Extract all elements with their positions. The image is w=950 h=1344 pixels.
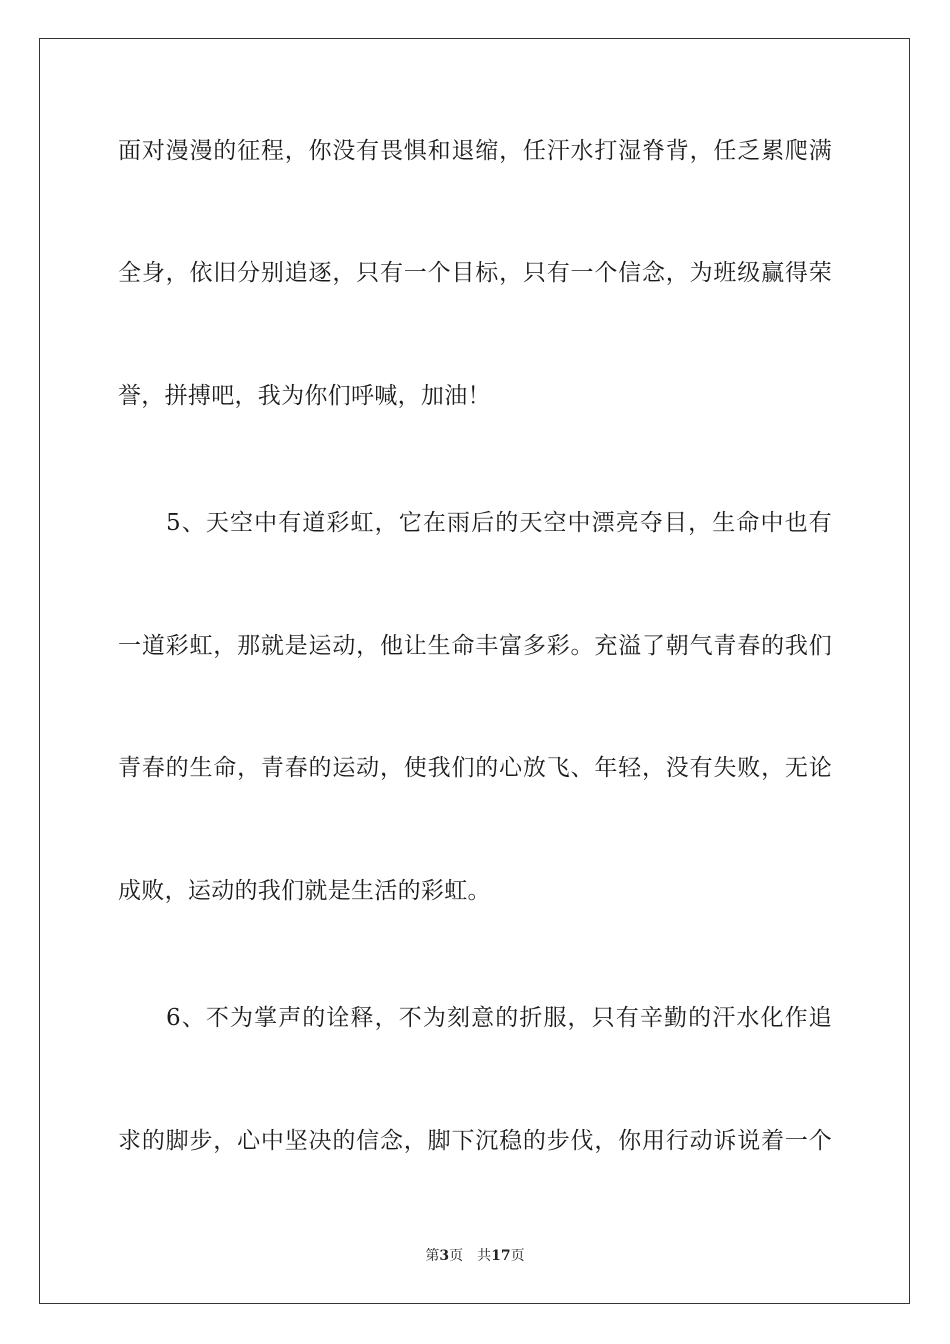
total-pages: 17 <box>491 1248 511 1264</box>
text-line: 求的脚步，心中坚决的信念，脚下沉稳的步伐，你用行动诉说着一个 <box>118 1128 832 1154</box>
paragraph-start-line: 5、天空中有道彩虹，它在雨后的天空中漂亮夺目，生命中也有 <box>166 510 832 536</box>
total-prefix: 共 <box>477 1248 492 1264</box>
page-border <box>39 38 910 1304</box>
total-suffix: 页 <box>510 1248 525 1264</box>
text-line: 青春的生命，青春的运动，使我们的心放飞、年轻，没有失败，无论 <box>118 755 832 781</box>
text-line: 成败，运动的我们就是生活的彩虹。 <box>118 878 491 904</box>
text-line: 全身，依旧分别追逐，只有一个目标，只有一个信念，为班级赢得荣 <box>118 260 832 286</box>
paragraph-start-line: 6、不为掌声的诠释，不为刻意的折服，只有辛勤的汗水化作追 <box>166 1005 832 1031</box>
page-suffix: 页 <box>449 1248 464 1264</box>
text-line: 一道彩虹，那就是运动，他让生命丰富多彩。充溢了朝气青春的我们 <box>118 633 832 659</box>
page-number: 3 <box>439 1248 450 1264</box>
page-prefix: 第 <box>425 1248 440 1264</box>
text-line: 誉，拼搏吧，我为你们呼喊，加油！ <box>118 383 491 409</box>
page-footer <box>0 1246 950 1266</box>
text-line: 面对漫漫的征程，你没有畏惧和退缩，任汗水打湿脊背，任乏累爬满 <box>118 138 832 164</box>
